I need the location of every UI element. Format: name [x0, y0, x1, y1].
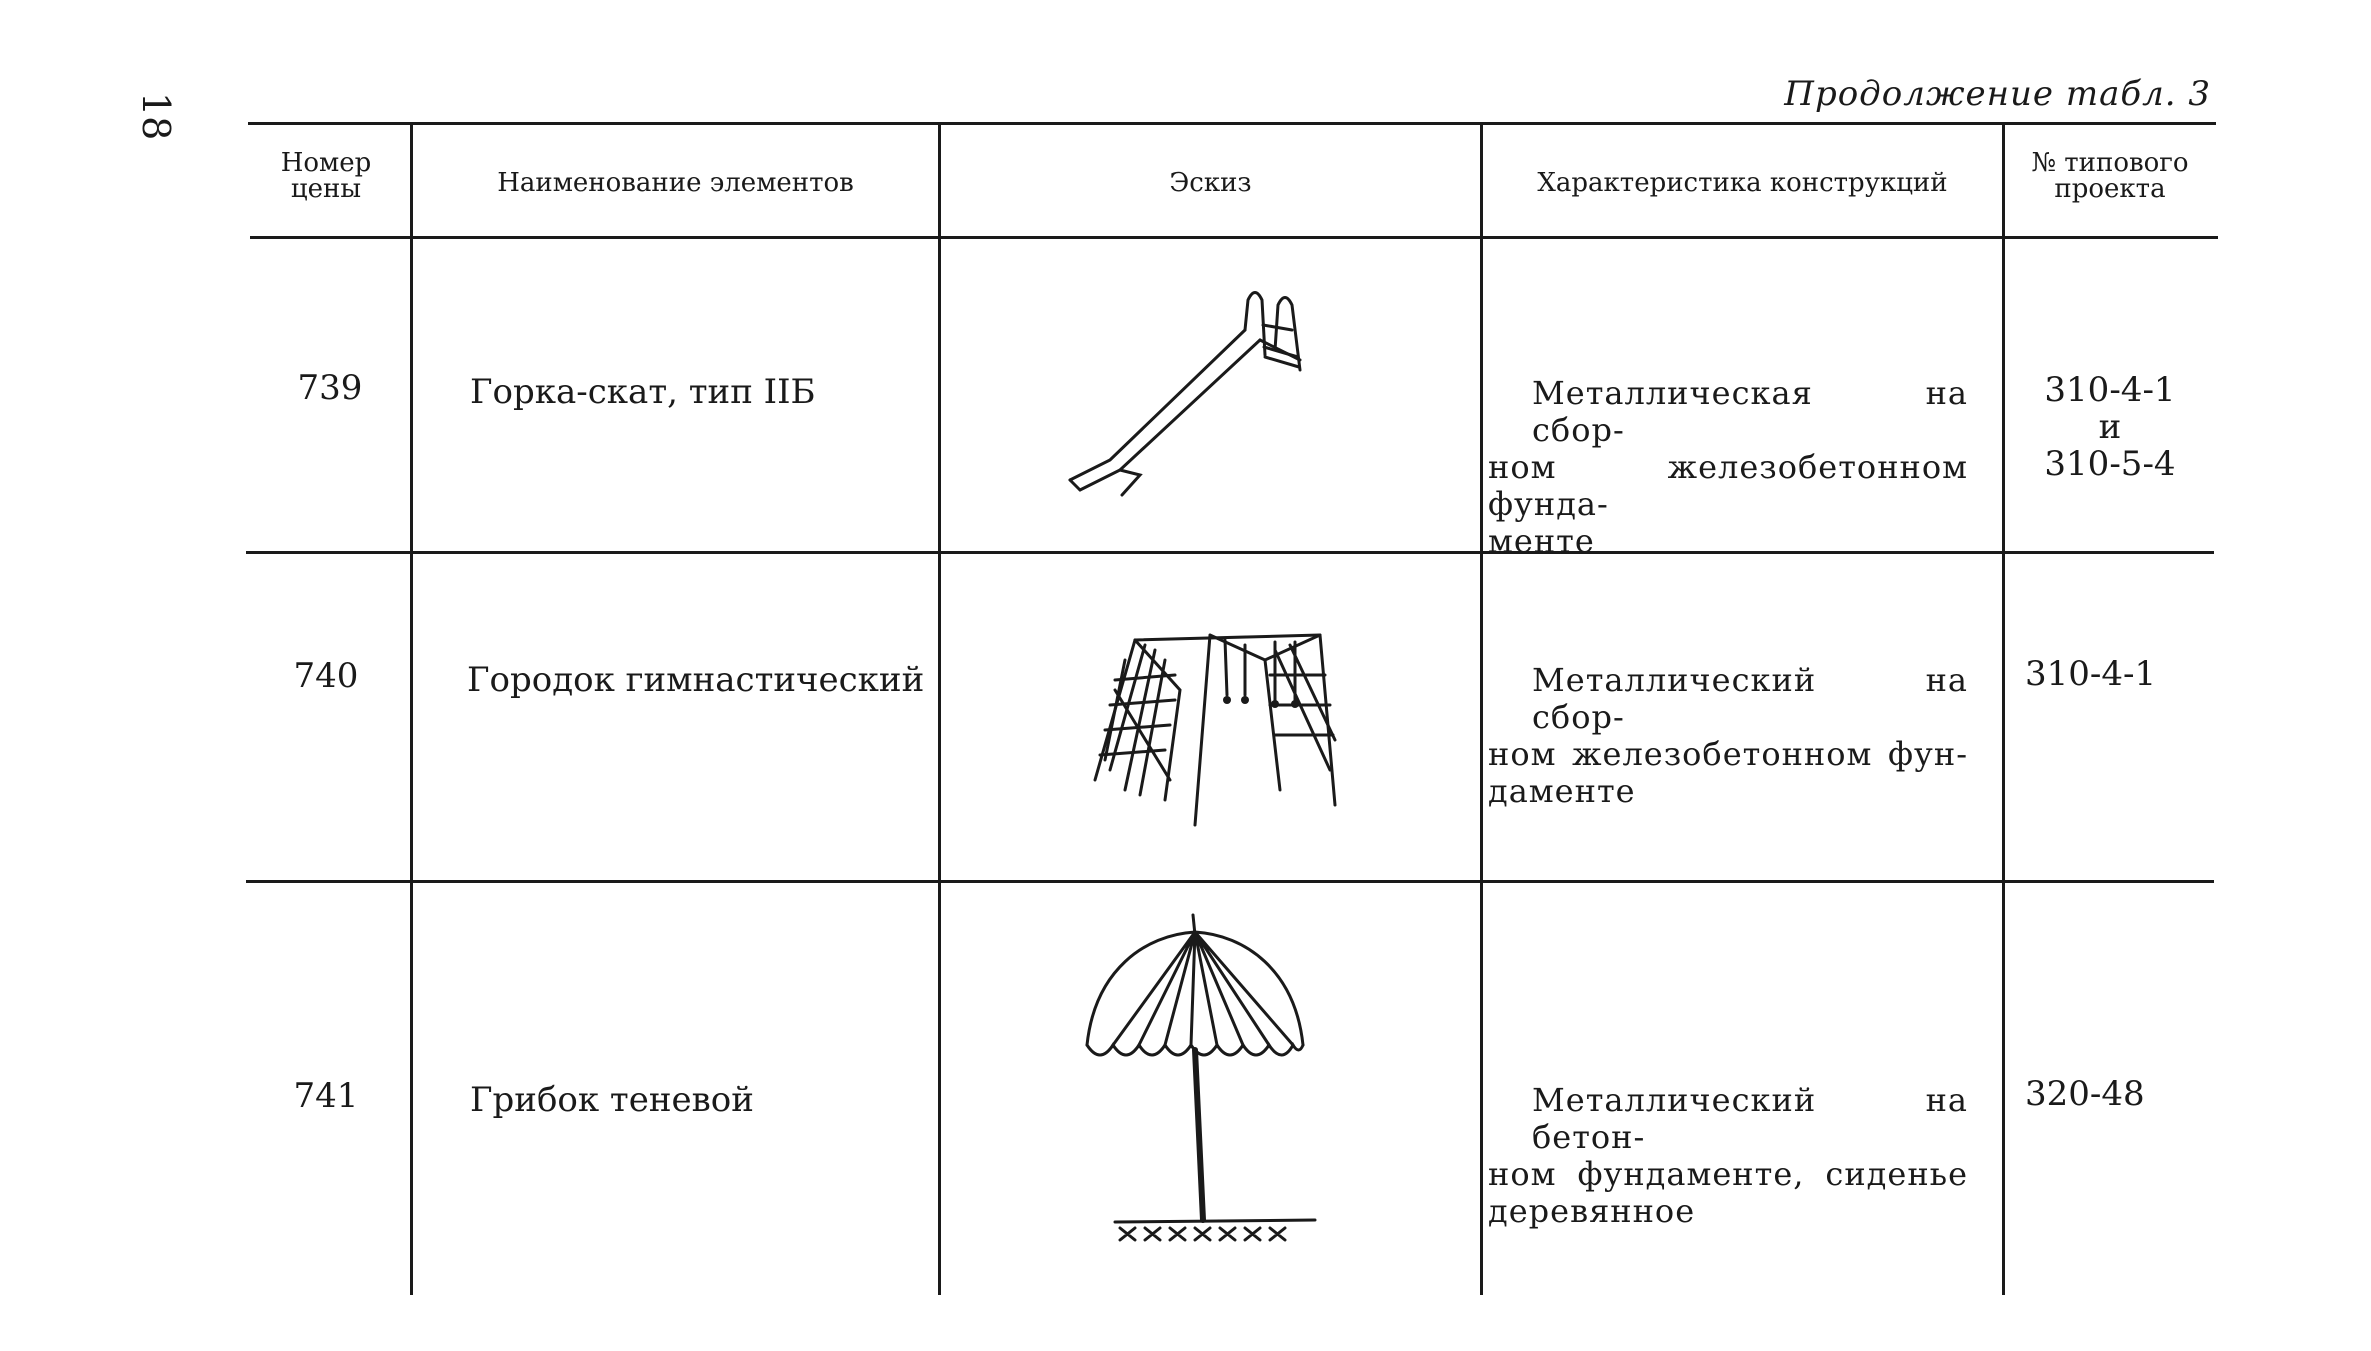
climbing-frame-icon: [1085, 620, 1355, 830]
characteristic-text: Металлический на сбор- ном железобетонном фун- даменте: [1488, 661, 1968, 810]
element-name: Городок гимнастический: [467, 660, 925, 700]
shade-umbrella-icon: [1075, 910, 1335, 1260]
project-number: 310-4-1 и 310-5-4: [2044, 370, 2176, 484]
characteristic-text: Металлическая на сбор- ном железобетонном фунда- менте: [1488, 374, 1968, 560]
slide-icon: [1060, 285, 1320, 505]
price-number: 741: [293, 1076, 359, 1116]
header-sketch: Эскиз: [1169, 168, 1252, 198]
table-top-rule: [248, 122, 2216, 125]
continuation-caption: Продолжение табл. 3: [1784, 74, 2211, 114]
project-number: 310-4-1: [2025, 654, 2157, 694]
project-number: 320-48: [2025, 1074, 2145, 1114]
row-divider: [246, 880, 2214, 883]
element-name: Грибок теневой: [470, 1080, 754, 1120]
column-divider: [2002, 125, 2005, 1295]
column-divider: [938, 125, 941, 1295]
header-bottom-rule: [250, 236, 2218, 239]
price-number: 740: [293, 656, 359, 696]
column-divider: [410, 125, 413, 1295]
element-name: Горка-скат, тип IIБ: [470, 372, 816, 412]
price-number: 739: [297, 368, 363, 408]
header-characteristic: Характеристика конструкций: [1537, 168, 1948, 198]
header-num: Номер цены: [280, 148, 372, 204]
header-name: Наименование элементов: [497, 168, 854, 198]
characteristic-text: Металлический на бетон- ном фундаменте, сиденье деревянное: [1488, 1081, 1968, 1230]
header-project: № типового проекта: [2031, 148, 2189, 204]
column-divider: [1480, 125, 1483, 1295]
page-number: 18: [134, 92, 178, 141]
